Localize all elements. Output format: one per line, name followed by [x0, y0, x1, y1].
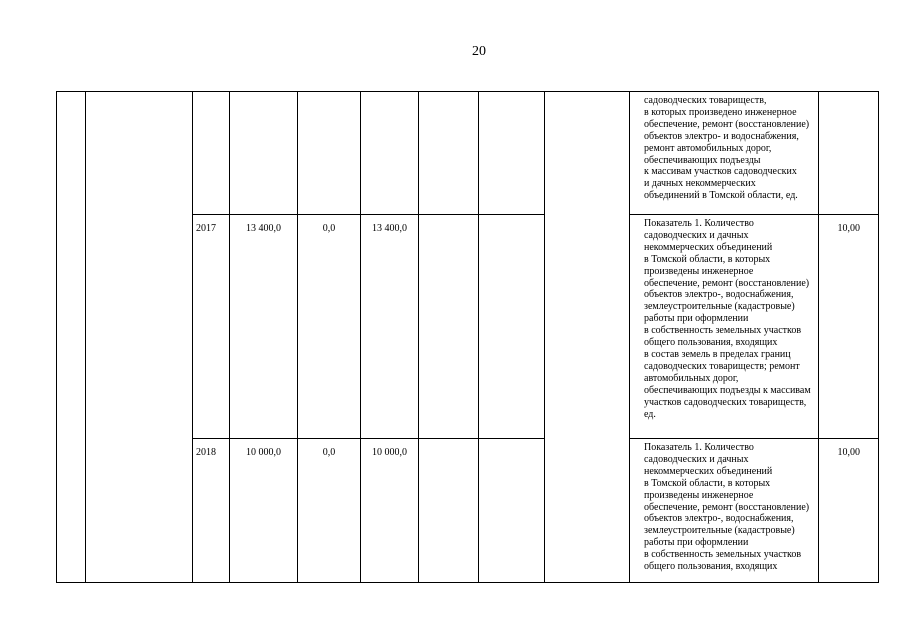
year-cell: 2017	[193, 215, 230, 439]
indicator-text: Показатель 1. Количество садоводческих и дачных некоммерческих объединений в Томской области, в которых произведены инженерное обеспечение, ремонт (восстановление) объектов электро-, водоснабжения, землеустроительные (кадастровые) работы при оформлении в собственность земельных участков общего пользования, входящих в состав земель в пределах границ садоводческих товариществ; ремонт автомобильных дорог, обеспечивающих подъезды к массивам участков садоводческих товариществ, ед.	[644, 218, 811, 420]
local-budget-cell	[419, 215, 479, 439]
indicator-text: Показатель 1. Количество садоводческих и дачных некоммерческих объединений в Томской области, в которых произведены инженерное обеспечение, ремонт (восстановление) объектов электро-, водоснабжения, землеустроительные (кадастровые) работы при оформлении в собственность земельных участков общего пользования, входящих	[644, 442, 810, 573]
total-cell	[230, 92, 298, 215]
total-cell: 13 400,0	[230, 215, 298, 439]
program-table	[56, 91, 879, 583]
indicator-cell	[630, 215, 819, 439]
local-budget-cell	[419, 439, 479, 583]
federal-budget-cell: 0,0	[298, 439, 361, 583]
indicator-text: садоводческих товариществ, в которых произведено инженерное обеспечение, ремонт (восстановление) объектов электро- и водоснабжения, ремонт автомобильных дорог, обеспечивающих подъезды к массивам участков садоводческих и дачных некоммерческих объединений в Томской области, ед.	[644, 95, 810, 202]
local-budget-cell	[419, 92, 479, 215]
year-cell: 2018	[193, 439, 230, 583]
federal-budget-cell	[298, 92, 361, 215]
other-sources-cell	[479, 215, 545, 439]
other-sources-cell	[479, 92, 545, 215]
federal-budget-cell: 0,0	[298, 215, 361, 439]
indicator-value-cell: 10,00	[819, 439, 879, 583]
other-sources-cell	[479, 439, 545, 583]
total-cell: 10 000,0	[230, 439, 298, 583]
regional-budget-cell: 13 400,0	[361, 215, 419, 439]
indicator-value-cell	[819, 92, 879, 215]
table-row	[57, 92, 879, 215]
indicator-value-cell: 10,00	[819, 215, 879, 439]
year-cell	[193, 92, 230, 215]
indicator-cell	[630, 439, 819, 583]
task-name-cell	[86, 92, 193, 583]
indicator-cell	[630, 92, 819, 215]
executor-cell	[545, 92, 630, 583]
number-cell	[57, 92, 86, 583]
regional-budget-cell	[361, 92, 419, 215]
page-number: 20	[472, 44, 486, 59]
regional-budget-cell: 10 000,0	[361, 439, 419, 583]
